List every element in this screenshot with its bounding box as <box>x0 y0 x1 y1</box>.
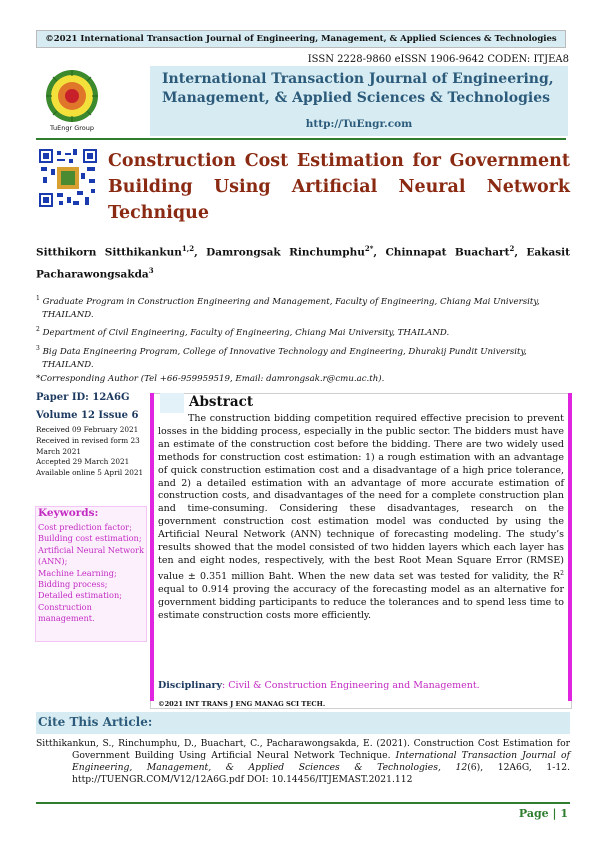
affiliation-item <box>36 342 570 372</box>
keyword-item: Detailed estimation; <box>38 590 122 601</box>
date-line: Accepted 29 March 2021 <box>36 457 130 467</box>
keyword-item: Construction management. <box>38 601 95 624</box>
journal-name-line2: Management, & Applied Sciences & Technologies <box>162 90 551 106</box>
logo-label: TuEngr Group <box>50 124 94 132</box>
keywords-list <box>38 522 146 625</box>
abstract-sup: 2 <box>560 569 564 577</box>
date-line: Received in revised form 23 March 2021 <box>36 435 140 456</box>
disciplinary-value: : Civil & Construction Engineering and Management. <box>222 680 480 691</box>
citation-journal: International Transaction Journal of Engineering, Management, & Applied Sciences & Technologies, 12 <box>72 750 570 773</box>
volume-issue: Volume 12 Issue 6 <box>36 410 139 421</box>
page-number: Page | 1 <box>518 807 568 820</box>
affil-text: Big Data Engineering Program, College of Innovative Technology and Engineering, Dhurakij Pundit University, THAILAND. <box>42 346 527 370</box>
abstract-body-end: equal to 0.914 proving the accuracy of the forecasting model as an alternative for government bidding participants to reduce the tolerances and to spend less time to estimate construction costs more efficiently. <box>158 583 564 621</box>
author-sup: 1,2 <box>181 244 195 253</box>
abstract-left-bar <box>150 393 154 701</box>
disciplinary-label: Disciplinary <box>158 680 223 691</box>
author-name: Eakasit Pacharawongsakda <box>36 246 571 280</box>
paper-id: Paper ID: 12A6G <box>36 392 130 403</box>
article-title: Construction Cost Estimation for Government Building Using Artificial Neural Network Technique <box>108 151 570 223</box>
tuengr-logo-icon <box>40 68 104 132</box>
author-sup: 2 <box>509 244 515 253</box>
footer-divider <box>36 802 570 804</box>
keywords-title: Keywords: <box>38 507 99 519</box>
journal-banner <box>36 30 566 48</box>
journal-url-link[interactable]: http://TuEngr.com <box>305 118 413 130</box>
affiliations <box>36 292 570 387</box>
citation-tail[interactable]: (6), 12A6G, 1-12. http://TUENGR.COM/V12/12A6G.pdf DOI: 10.14456/ITJEMAST.2021.112 <box>72 762 570 785</box>
affil-text: Department of Civil Engineering, Faculty of Engineering, Chiang Mai University, THAILAND. <box>42 328 450 339</box>
affiliation-item <box>36 323 570 340</box>
keyword-item: Bidding process; <box>38 579 108 590</box>
author-name: Damrongsak Rinchumphu <box>206 246 365 259</box>
affil-sup: 3 <box>36 344 40 352</box>
article-dates <box>36 425 144 479</box>
keyword-item: Machine Learning; <box>38 567 117 578</box>
keyword-item: Building cost estimation; Artificial Neural Network (ANN); <box>38 533 144 567</box>
abstract-title-shade <box>160 393 184 413</box>
author-sup: 3 <box>148 265 154 275</box>
header-divider <box>36 138 566 140</box>
citation <box>36 738 570 786</box>
citation-plain: Sitthikankun, S., Rinchumphu, D., Buachart, C., Pacharawongsakda, E. (2021). Construction Cost Estimation for Government Building Using Artificial Neural Network Technique. <box>36 738 570 761</box>
journal-name <box>162 70 562 108</box>
qr-code-icon[interactable] <box>39 149 97 207</box>
affil-sup: 2 <box>36 326 40 334</box>
issn-line: ISSN 2228-9860 eISSN 1906-9642 CODEN: ITJEA8 <box>307 54 569 65</box>
abstract-text <box>158 413 564 623</box>
abstract-right-bar <box>568 393 572 701</box>
cite-title: Cite This Article: <box>38 715 153 729</box>
author-name: Chinnapat Buachart <box>385 246 510 259</box>
keyword-item: Cost prediction factor; <box>38 522 132 532</box>
affil-text: Graduate Program in Construction Engineering and Management, Faculty of Engineering, Chiang Mai University, THAILAND. <box>42 296 540 321</box>
date-line: Available online 5 April 2021 <box>36 468 144 478</box>
author-list: Sitthikorn Sitthikankun$^{1,2}$, Damrongsak Rinchumphu$^{2*}$, Chinnapat Buachart$^2$, Eakasit Pacharawongsakda$^3$ <box>36 244 571 280</box>
journal-name-line1: International Transaction Journal of Engineering, <box>162 71 554 87</box>
corresponding-author: *Corresponding Author (Tel +66-959959519, Email: damrongsak.r@cmu.ac.th). <box>36 374 385 385</box>
article-info-sidebar <box>36 392 144 479</box>
citation-text <box>36 738 570 786</box>
author-sup: 2* <box>364 244 374 253</box>
abstract-title: Abstract <box>189 394 254 410</box>
abstract-body: The construction bidding competition required effective precision to prevent losses in the bidding process, especially in the public sector. The bidders must have an estimate of the construction cost before the bidding. There are two widely used methods for construction cost estimation: 1) a rough estimation with an advantage of quick construction estimation cost and a disadvantage of a high price tolerance, and 2) a detailed estimation with an advantage of more accurate estimation of construction costs, and disadvantages of the need for a complete construction plan and time-consuming. Considering these disadvantages, research on the government construction cost estimation model was conducted by using the Artificial Neural Network (ANN) technique of forecasting modeling. The study’s results showed that the model consisted of two hidden layers which each layer has ten and eight nodes, respectively, with the best Root Mean Square Error (RMSE) value ± 0.351 million Baht. When the new data set was tested for validity, the R <box>158 413 564 583</box>
banner-text: ©2021 International Transaction Journal of Engineering, Management, & Applied Sciences & Technologies <box>45 34 557 44</box>
author-name: Sitthikorn Sitthikankun <box>36 246 182 259</box>
date-line: Received 09 February 2021 <box>36 425 139 434</box>
disciplinary-line <box>158 680 564 691</box>
affil-sup: 1 <box>36 295 40 302</box>
affiliation-item <box>36 292 570 322</box>
abstract-copyright: ©2021 INT TRANS J ENG MANAG SCI TECH. <box>158 700 326 708</box>
